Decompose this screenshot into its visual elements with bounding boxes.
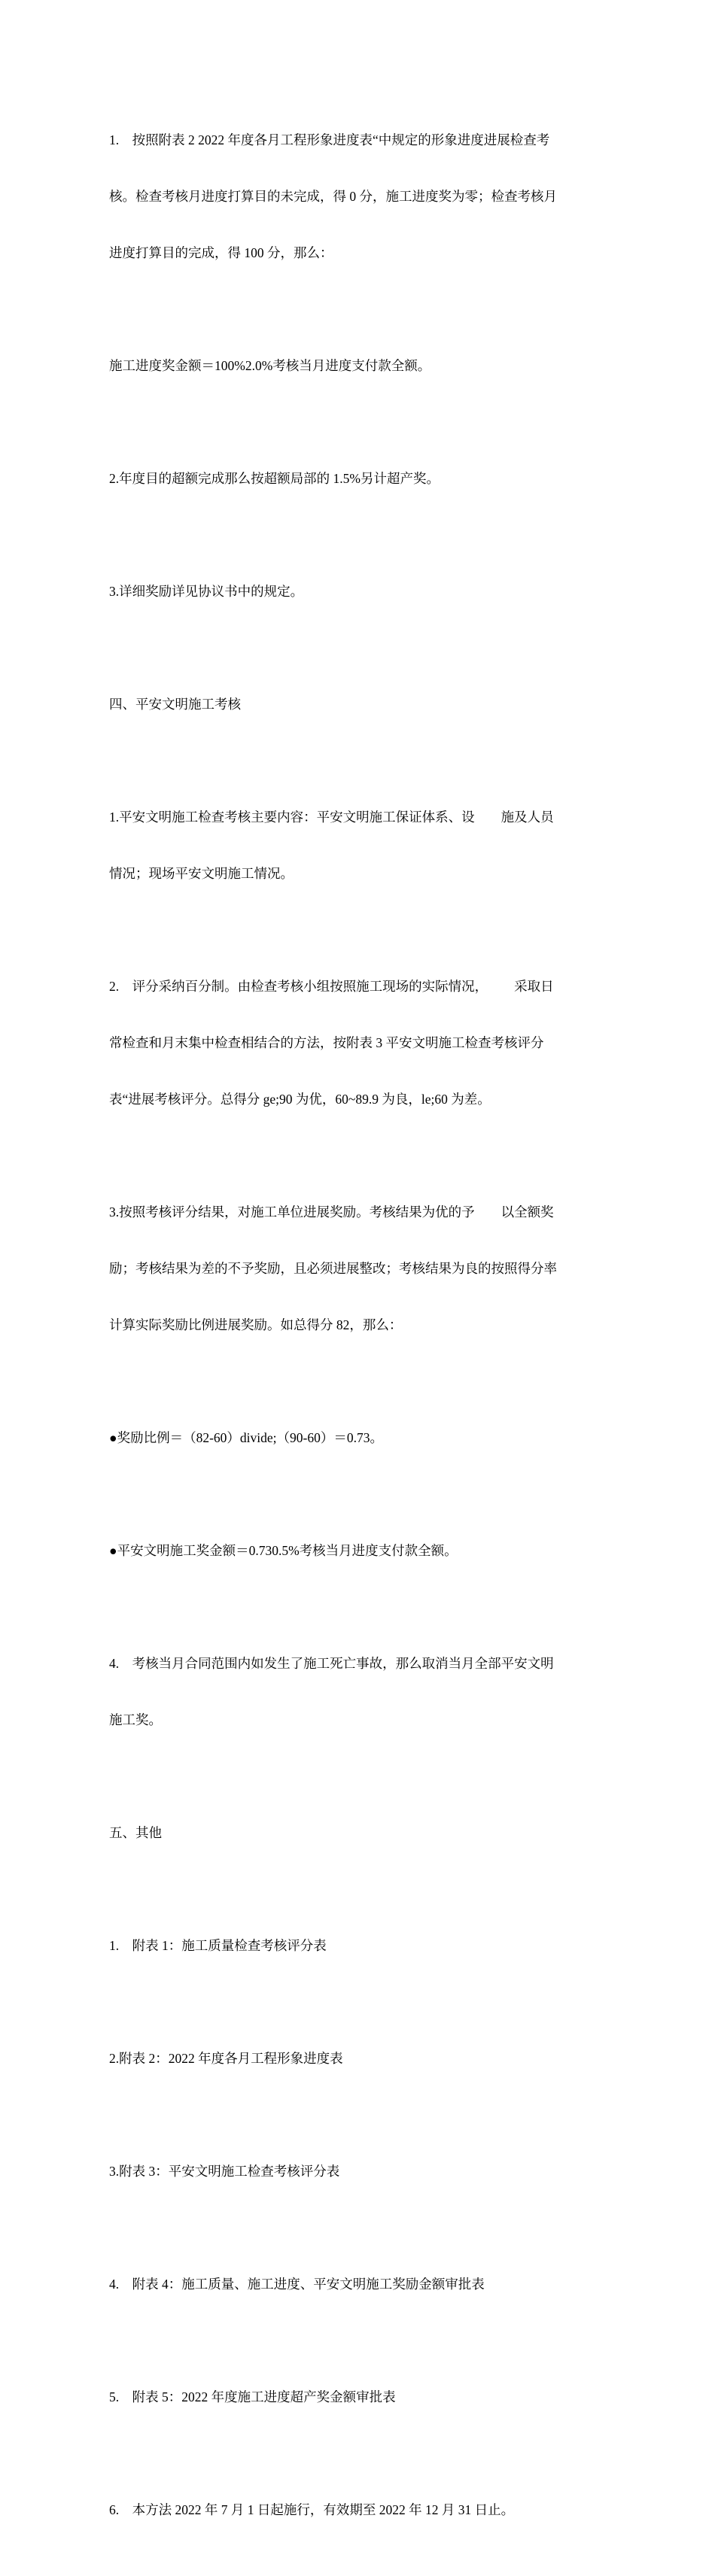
paragraph-scoring-method xyxy=(109,940,606,1147)
appendix-item-4 xyxy=(109,2237,606,2331)
paragraph-safety-content xyxy=(109,770,606,921)
text-line: 核。检查考核月进度打算目的未完成，得 0 分，施工进度奖为零；检查考核月 xyxy=(109,189,557,204)
effective-date-item xyxy=(109,2463,606,2557)
bullet-safety-bonus-amount xyxy=(109,1504,606,1598)
paragraph-progress-assessment xyxy=(109,93,606,300)
paragraph-agreement-reference xyxy=(109,545,606,639)
paragraph-overproduction-bonus xyxy=(109,432,606,526)
text-line: 励；考核结果为差的不予奖励，且必须进展整改；考核结果为良的按照得分率 xyxy=(109,1261,557,1276)
text-line: 1.平安文明施工检查考核主要内容：平安文明施工保证体系、设 施及人员 xyxy=(109,810,554,825)
text-line: 四、平安文明施工考核 xyxy=(109,697,241,712)
text-line: 3.按照考核评分结果，对施工单位进展奖励。考核结果为优的予 以全额奖 xyxy=(109,1204,554,1220)
appendix-item-1 xyxy=(109,1899,606,1993)
text-line: 施工进度奖金额＝100%2.0%考核当月进度支付款全额。 xyxy=(109,358,431,373)
text-line: 五、其他 xyxy=(109,1825,162,1840)
text-line: 2.附表 2：2022 年度各月工程形象进度表 xyxy=(109,2051,343,2066)
paragraph-progress-bonus-formula xyxy=(109,319,606,413)
text-line: 3.详细奖励详见协议书中的规定。 xyxy=(109,584,304,599)
bullet-reward-ratio xyxy=(109,1391,606,1485)
text-line: 6. 本方法 2022 年 7 月 1 日起施行，有效期至 2022 年 12 月 31 日止。 xyxy=(109,2502,515,2517)
document-page xyxy=(109,93,606,2576)
text-line: ●平安文明施工奖金额＝0.730.5%考核当月进度支付款全额。 xyxy=(109,1543,458,1558)
text-line: 表“进展考核评分。总得分 ge;90 为优，60~89.9 为良，le;60 为差。 xyxy=(109,1092,491,1107)
text-line: 常检查和月末集中检查相结合的方法，按附表 3 平安文明施工检查考核评分 xyxy=(109,1035,544,1050)
appendix-item-3 xyxy=(109,2125,606,2219)
section-heading-safety xyxy=(109,658,606,752)
text-line: 1. 附表 1：施工质量检查考核评分表 xyxy=(109,1938,327,1953)
paragraph-fatality-cancellation xyxy=(109,1617,606,1767)
text-line: 4. 考核当月合同范围内如发生了施工死亡事故，那么取消当月全部平安文明 xyxy=(109,1656,554,1671)
text-line: 5. 附表 5：2022 年度施工进度超产奖金额审批表 xyxy=(109,2389,396,2404)
text-line: 2.年度目的超额完成那么按超额局部的 1.5%另计超产奖。 xyxy=(109,471,440,486)
appendix-item-5 xyxy=(109,2350,606,2444)
text-line: 施工奖。 xyxy=(109,1712,162,1727)
text-line: 进度打算目的完成，得 100 分，那么： xyxy=(109,245,333,260)
text-line: 4. 附表 4：施工质量、施工进度、平安文明施工奖励金额审批表 xyxy=(109,2277,485,2292)
text-line: 1. 按照附表 2 2022 年度各月工程形象进度表“中规定的形象进度进展检查考 xyxy=(109,132,550,147)
text-line: 计算实际奖励比例进展奖励。如总得分 82，那么： xyxy=(109,1317,403,1332)
text-line: 2. 评分采纳百分制。由检查考核小组按照施工现场的实际情况， 采取日 xyxy=(109,979,554,994)
appendix-item-2 xyxy=(109,2012,606,2106)
section-heading-other xyxy=(109,1786,606,1880)
paragraph-reward-by-result xyxy=(109,1165,606,1372)
text-line: 情况；现场平安文明施工情况。 xyxy=(109,866,294,881)
text-line: ●奖励比例＝（82-60）divide;（90-60）＝0.73。 xyxy=(109,1430,383,1445)
text-line: 3.附表 3：平安文明施工检查考核评分表 xyxy=(109,2164,340,2179)
